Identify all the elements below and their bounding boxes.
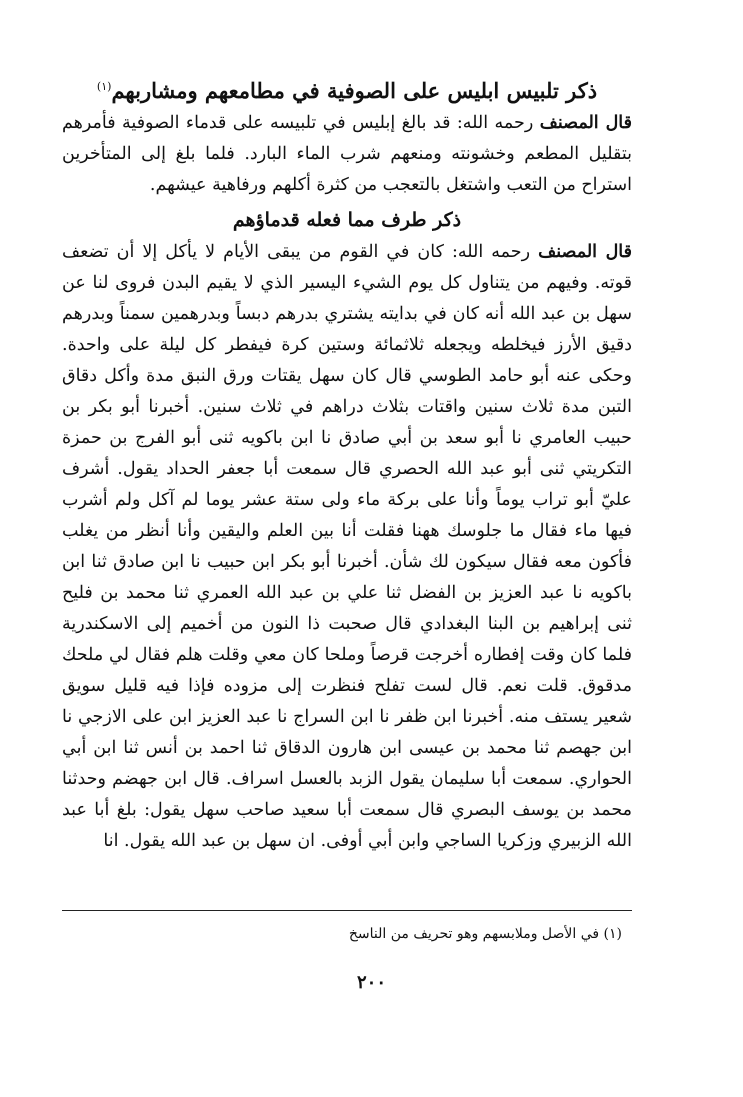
section-heading	[62, 70, 632, 108]
paragraph-intro	[62, 108, 632, 201]
paragraph-main-lead: قال المصنف	[538, 242, 632, 262]
paragraph-intro-lead: قال المصنف	[539, 113, 632, 133]
footnote-divider	[62, 910, 632, 911]
paragraph-intro-text: رحمه الله: قد بالغ إبليس في تلبيسه على قدماء الصوفية فأمرهم بتقليل المطعم وخشونته ومنعهم شرب الماء البارد. فلما بلغ إلى المتأخرين استراح من التعب واشتغل بالتعجب من كثرة أكلهم ورفاهية عيشهم.	[62, 113, 632, 195]
paragraph-main	[62, 237, 632, 857]
footnote-reference: (١)	[96, 80, 112, 93]
paragraph-main-text: رحمه الله: كان في القوم من يبقى الأيام لا يأكل إلا أن تضعف قوته. وفيهم من يتناول كل يوم الشيء اليسير الذي لا يقيم البدن فروى لنا عن سهل بن عبد الله أنه كان في بدايته يشتري بدرهم دبساً وبدرهمين سمناً وبدرهم دقيق الأرز فيخلطه ويجعله ثلاثمائة وستين كرة فيفطر كل ليلة على واحدة. وحكى عنه أبو حامد الطوسي قال كان سهل يقتات ورق النبق مدة وأكل دقاق التبن مدة ثلاث سنين واقتات بثلاث دراهم في ثلاث سنين. أخبرنا أبو بكر بن حبيب العامري نا أبو سعد بن أبي صادق نا ابن باكويه ثنى أبو الفرج بن حمزة التكريتي ثنى أبو عبد الله الحصري قال سمعت أبا جعفر الحداد يقول. أشرف عليّ أبو تراب يوماً وأنا على بركة ماء ولى ستة عشر يوما لم آكل ولم أشرب فيها ماء فقال ما جلوسك ههنا فقلت أنا بين العلم واليقين وأنا أنظر من يغلب فأكون معه فقال سيكون لك شأن. أخبرنا أبو بكر ابن حبيب نا ابن صادق ثنا ابن باكويه نا عبد العزيز بن الفضل ثنا علي بن عبد الله العمري ثنا محمد بن فليح ثنى إبراهيم بن البنا البغدادي قال صحبت ذا النون من أخميم إلى الاسكندرية فلما كان وقت إفطاره أخرجت قرصاً وملحا كان معي وقلت هلم فقال لي ملحك مدقوق. قلت نعم. قال لست تفلح فنظرت إلى مزوده فإذا فيه قليل سويق شعير يستف منه. أخبرنا ابن ظفر نا ابن السراج نا عبد العزيز ابن على الازجي نا ابن جهصم ثنا محمد بن عيسى ابن هارون الدقاق ثنا احمد بن أنس ثنا ابن أبي الحواري. سمعت أبا سليمان يقول الزبد بالعسل اسراف. قال ابن جهضم وحدثنا محمد بن يوسف البصري قال سمعت أبا سعيد صاحب سهل يقول: بلغ أبا عبد الله الزبيري وزكريا الساجي وابن أبي أوفى. ان سهل بن عبد الله يقول. انا	[62, 242, 632, 851]
page-body	[62, 70, 632, 857]
page-number: ٢٠٠	[356, 972, 386, 993]
footnote: (١) في الأصل وملابسهم وهو تحريف من الناسخ	[348, 926, 622, 942]
section-heading-text: ذكر تلبيس ابليس على الصوفية في مطامعهم ومشاربهم	[111, 78, 598, 103]
subsection-heading: ذكر طرف مما فعله قدماؤهم	[232, 209, 462, 231]
